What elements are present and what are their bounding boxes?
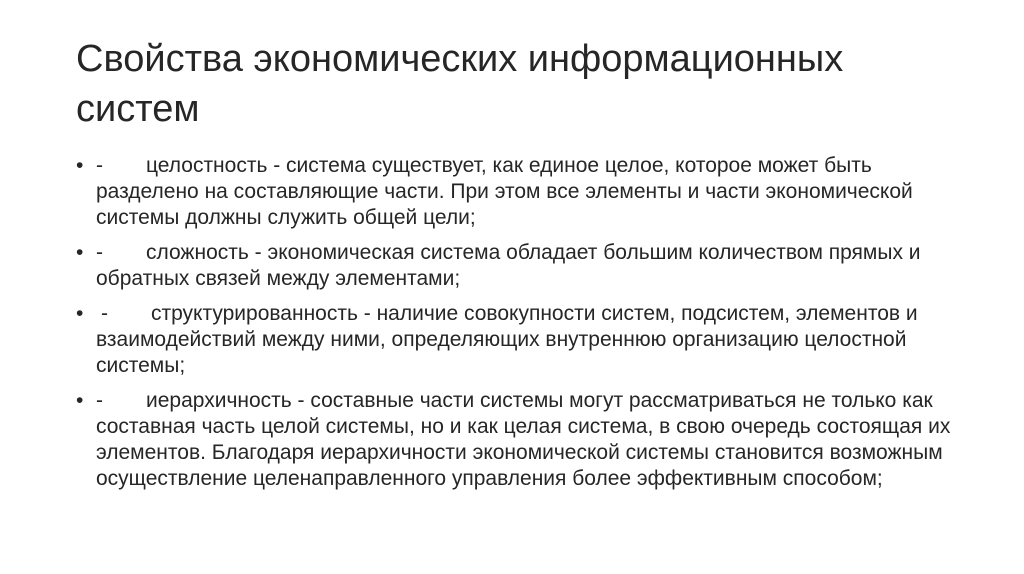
bullet-list	[76, 153, 956, 501]
list-item	[76, 153, 956, 231]
item-dash: -	[101, 302, 108, 325]
item-dash: -	[96, 241, 103, 264]
slide-title: Свойства экономических информационных систем	[76, 38, 844, 130]
bullet-icon: •	[76, 302, 84, 325]
bullet-icon: •	[76, 389, 84, 412]
bullet-icon: •	[76, 154, 84, 177]
list-item	[76, 301, 956, 379]
item-text: целостность - система существует, как единое целое, которое может быть разделено на составляющие части. При этом все элементы и части экономической системы должны служить общей цели;	[96, 154, 913, 229]
item-dash: -	[96, 154, 103, 177]
bullet-icon: •	[76, 241, 84, 264]
list-item	[76, 388, 956, 492]
item-dash: -	[96, 389, 103, 412]
item-text: иерархичность - составные части системы могут рассматриваться не только как составная часть целой системы, но и как целая система, в свою очередь состоящая их элементов. Благодаря иерархичности экономической системы становится возможным осуществление целенаправленного управления более эффективным способом;	[96, 389, 951, 490]
item-text: структурированность - наличие совокупности систем, подсистем, элементов и взаимодействий между ними, определяющих внутреннюю организацию целостной системы;	[96, 302, 918, 377]
list-item	[76, 240, 956, 292]
item-text: сложность - экономическая система обладает большим количеством прямых и обратных связей между элементами;	[96, 241, 921, 290]
